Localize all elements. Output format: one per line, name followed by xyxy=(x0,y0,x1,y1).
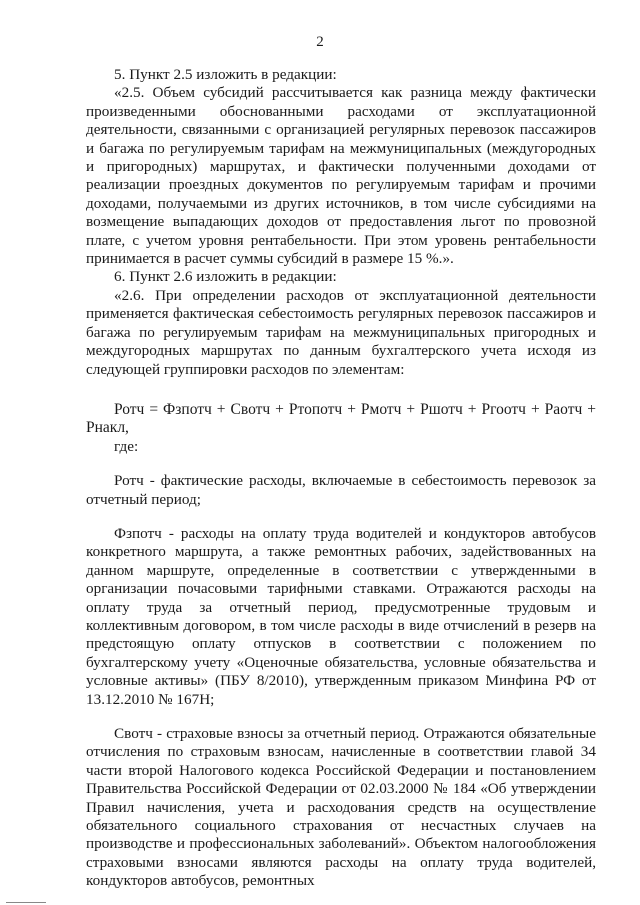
document-body xyxy=(86,66,596,891)
formula-where-label: где: xyxy=(114,437,139,455)
paragraph-clause-2-5: «2.5. Объем субсидий рассчитывается как разница между фактически произведенными обоснованными расходами от эксплуатационной деятельности, связанными с организацией регулярных перевозок пассажиров и багажа по регулируемым тарифам на межмуниципальных (междугородных и пригородных) маршрутах, и фактически полученными доходами от реализации проездных документов по регулируемым тарифам и прочими доходами, получаемыми из других источников, в том числе субсидиями на возмещение выпадающих доходов от предоставления льгот по провозной плате, с учетом уровня рентабельности. При этом уровень рентабельности принимается в расчет суммы субсидий в размере 15 %.». xyxy=(86,84,596,268)
paragraph-item-5: 5. Пункт 2.5 изложить в редакции: xyxy=(114,66,337,83)
paragraph-item-6: 6. Пункт 2.6 изложить в редакции: xyxy=(114,268,337,286)
definition-rotch: Ротч - фактические расходы, включаемые в себестоимость перевозок за отчетный период; xyxy=(86,472,596,508)
definition-fzpotch: Фзпотч - расходы на оплату труда водителей и кондукторов автобусов конкретного маршрута, а также ремонтных рабочих, задействованных на данном маршруте, определенные в соответствии с утвержденными в организации почасовыми тарифными ставками. Отражаются расходы на оплату труда за отчетный период, предусмотренные трудовым и коллективным договором, в том числе расходы в виде отчислений в резерв на предстоящую оплату отпусков в соответствии с положением по бухгалтерскому учету «Оценочные обязательства, условные обязательства и условные активы» (ПБУ 8/2010), утвержденным приказом Минфина РФ от 13.12.2010 № 167Н; xyxy=(86,524,596,708)
scan-edge-mark xyxy=(6,902,46,903)
cost-formula: Ротч = Фзпотч + Свотч + Ртопотч + Рмотч + Ршотч + Ргоотч + Раотч + Рнакл, xyxy=(86,400,596,437)
paragraph-clause-2-6: «2.6. При определении расходов от эксплуатационной деятельности применяется фактическая себестоимость регулярных перевозок пассажиров и багажа по регулируемым тарифам на межмуниципальных пригородных и междугородных маршрутах по данным бухгалтерского учета исходя из следующей группировки расходов по элементам: xyxy=(86,286,596,378)
page-number: 2 xyxy=(316,34,324,50)
definition-svotch: Свотч - страховые взносы за отчетный период. Отражаются обязательные отчисления по страховым взносам, начисленные в соответствии главой 34 части второй Налогового кодекса Российской Федерации и постановлением Правительства Российской Федерации от 02.03.2000 № 184 «Об утверждении Правил начисления, учета и расходования средств на осуществление обязательного социального страхования от несчастных случаев на производстве и профессиональных заболеваний». Объектом налогообложения страховыми взносами являются расходы на оплату труда водителей, кондукторов автобусов, ремонтных xyxy=(86,725,596,890)
